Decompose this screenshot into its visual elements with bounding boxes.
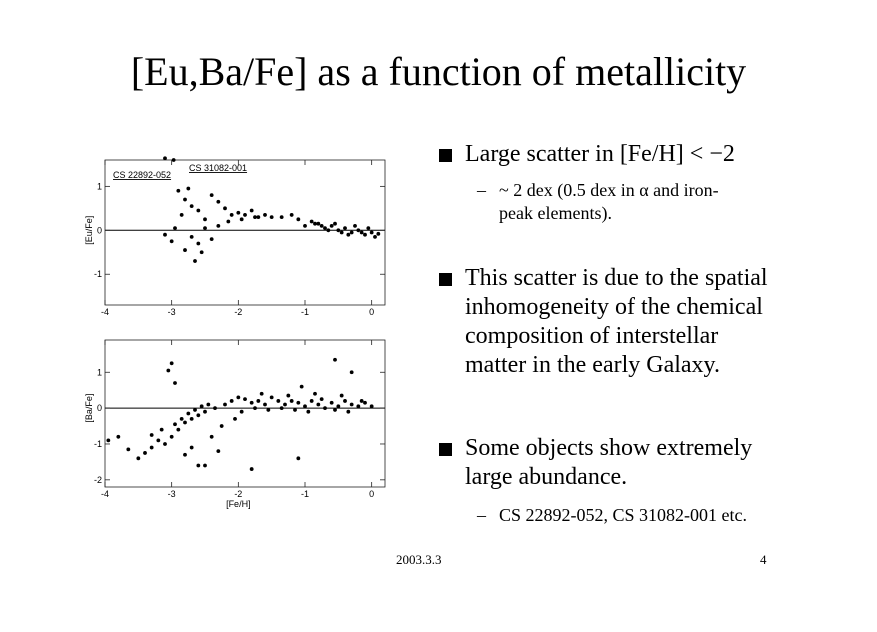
slide-title: [Eu,Ba/Fe] as a function of metallicity — [130, 49, 747, 94]
data-point — [240, 217, 244, 221]
data-point — [200, 250, 204, 254]
annotation-label: CS 31082-001 — [189, 163, 248, 173]
dash-icon: – — [477, 505, 486, 525]
data-point — [256, 399, 260, 403]
sub-bullet-line: peak elements). — [499, 203, 612, 223]
data-point — [126, 447, 130, 451]
data-point — [163, 156, 167, 160]
data-point — [303, 404, 307, 408]
data-point — [166, 369, 170, 373]
square-bullet-icon — [439, 273, 452, 286]
x-axis-label: [Fe/H] — [226, 499, 251, 509]
data-point — [303, 224, 307, 228]
data-point — [266, 408, 270, 412]
data-point — [150, 433, 154, 437]
data-point — [170, 239, 174, 243]
bullet-line: composition of interstellar — [465, 323, 719, 349]
data-point — [326, 228, 330, 232]
data-point — [233, 417, 237, 421]
data-point — [350, 370, 354, 374]
data-point — [243, 397, 247, 401]
data-point — [173, 226, 177, 230]
bullet-text — [465, 264, 845, 380]
x-tick-label: -1 — [300, 489, 310, 499]
data-point — [346, 233, 350, 237]
data-point — [193, 408, 197, 412]
data-point — [370, 404, 374, 408]
sub-bullet-text — [499, 179, 819, 225]
data-point — [216, 449, 220, 453]
data-point — [176, 189, 180, 193]
data-point — [250, 209, 254, 213]
data-point — [236, 395, 240, 399]
data-point — [350, 231, 354, 235]
data-point — [376, 232, 380, 236]
data-point — [160, 428, 164, 432]
data-point — [223, 403, 227, 407]
data-point — [290, 399, 294, 403]
data-point — [276, 399, 280, 403]
data-point — [340, 394, 344, 398]
data-point — [263, 213, 267, 217]
data-point — [136, 456, 140, 460]
page-number: 4 — [760, 552, 767, 567]
data-point — [240, 410, 244, 414]
data-point — [333, 358, 337, 362]
data-point — [173, 422, 177, 426]
x-tick-label: -2 — [234, 307, 243, 317]
data-point — [243, 213, 247, 217]
data-point — [363, 233, 367, 237]
ba-fe-scatter-plot — [85, 335, 405, 510]
data-point — [373, 235, 377, 239]
data-point — [253, 215, 257, 219]
data-point — [260, 392, 264, 396]
data-point — [280, 215, 284, 219]
data-point — [323, 226, 327, 230]
data-point — [330, 224, 334, 228]
data-point — [270, 395, 274, 399]
data-point — [350, 403, 354, 407]
data-point — [163, 233, 167, 237]
data-point — [196, 242, 200, 246]
data-point — [256, 215, 260, 219]
data-point — [333, 408, 337, 412]
y-axis-label: [Eu/Fe] — [84, 215, 94, 245]
data-point — [190, 235, 194, 239]
footer-date: 2003.3.3 — [396, 552, 442, 567]
data-point — [173, 381, 177, 385]
data-point — [343, 399, 347, 403]
data-point — [286, 394, 290, 398]
data-point — [366, 226, 370, 230]
data-point — [283, 403, 287, 407]
data-point — [316, 403, 320, 407]
data-point — [213, 406, 217, 410]
x-tick-label: -4 — [100, 489, 110, 499]
data-point — [296, 401, 300, 405]
data-point — [310, 220, 314, 224]
data-point — [250, 467, 254, 471]
y-tick-label: 1 — [96, 367, 102, 378]
scatter-plot-svg — [85, 155, 405, 330]
data-point — [150, 446, 154, 450]
eu-fe-scatter-plot — [85, 155, 405, 330]
x-tick-label: -2 — [234, 489, 243, 499]
data-point — [323, 406, 327, 410]
data-point — [116, 435, 120, 439]
data-point — [263, 403, 267, 407]
data-point — [216, 224, 220, 228]
y-tick-label: 0 — [96, 225, 102, 236]
data-point — [196, 464, 200, 468]
x-tick-label: 0 — [369, 489, 375, 499]
data-point — [183, 453, 187, 457]
data-point — [356, 404, 360, 408]
annotation-label: CS 22892-052 — [113, 170, 172, 180]
data-point — [316, 222, 320, 226]
data-point — [163, 442, 167, 446]
y-tick-label: 1 — [96, 181, 102, 192]
data-point — [353, 224, 357, 228]
data-point — [203, 464, 207, 468]
data-point — [183, 198, 187, 202]
data-point — [333, 222, 337, 226]
data-point — [203, 410, 207, 414]
data-point — [320, 224, 324, 228]
data-point — [360, 231, 364, 235]
data-point — [203, 226, 207, 230]
data-point — [230, 399, 234, 403]
data-point — [176, 428, 180, 432]
data-point — [356, 228, 360, 232]
scatter-plot-svg — [85, 335, 405, 510]
data-point — [106, 438, 110, 442]
data-point — [183, 248, 187, 252]
data-point — [186, 412, 190, 416]
data-point — [370, 231, 374, 235]
bullet-text: Large scatter in [Fe/H] < −2 — [465, 141, 735, 167]
data-point — [196, 413, 200, 417]
data-point — [172, 158, 176, 162]
y-tick-label: -1 — [93, 269, 102, 280]
bullet-line: large abundance. — [465, 464, 628, 490]
data-point — [346, 410, 350, 414]
bullet-line: This scatter is due to the spatial — [465, 265, 768, 291]
data-point — [280, 406, 284, 410]
y-axis-label: [Ba/Fe] — [84, 393, 94, 423]
bullet-line: Some objects show extremely — [465, 435, 753, 461]
data-point — [170, 435, 174, 439]
dash-icon: – — [477, 180, 486, 200]
sub-bullet-line: ~ 2 dex (0.5 dex in α and iron- — [499, 180, 719, 200]
data-point — [220, 424, 224, 428]
data-point — [223, 206, 227, 210]
x-tick-label: -3 — [167, 307, 176, 317]
data-point — [226, 220, 230, 224]
bullet-line: matter in the early Galaxy. — [465, 352, 720, 378]
data-point — [340, 231, 344, 235]
data-point — [293, 408, 297, 412]
data-point — [236, 211, 240, 215]
data-point — [296, 456, 300, 460]
data-point — [170, 361, 174, 365]
data-point — [190, 204, 194, 208]
data-point — [343, 226, 347, 230]
plot-frame — [105, 340, 385, 487]
data-point — [210, 435, 214, 439]
data-point — [190, 446, 194, 450]
data-point — [183, 421, 187, 425]
square-bullet-icon — [439, 443, 452, 456]
data-point — [193, 259, 197, 263]
y-tick-label: 0 — [96, 403, 102, 414]
data-point — [306, 410, 310, 414]
data-point — [216, 200, 220, 204]
data-point — [186, 187, 190, 191]
data-point — [336, 404, 340, 408]
data-point — [180, 213, 184, 217]
bullet-line: inhomogeneity of the chemical — [465, 294, 763, 320]
data-point — [180, 417, 184, 421]
square-bullet-icon — [439, 149, 452, 162]
data-point — [206, 403, 210, 407]
data-point — [250, 401, 254, 405]
data-point — [210, 193, 214, 197]
x-tick-label: -4 — [100, 307, 110, 317]
data-point — [363, 401, 367, 405]
data-point — [143, 451, 147, 455]
data-point — [210, 237, 214, 241]
x-tick-label: -3 — [167, 489, 176, 499]
bullet-text — [465, 434, 845, 492]
data-point — [310, 399, 314, 403]
data-point — [320, 397, 324, 401]
x-tick-label: 0 — [369, 307, 375, 317]
data-point — [196, 209, 200, 213]
data-point — [203, 217, 207, 221]
x-tick-label: -1 — [300, 307, 310, 317]
data-point — [190, 417, 194, 421]
data-point — [313, 222, 317, 226]
data-point — [290, 213, 294, 217]
sub-bullet-text: CS 22892-052, CS 31082-001 etc. — [499, 505, 748, 525]
data-point — [230, 213, 234, 217]
y-tick-label: -2 — [93, 474, 102, 485]
data-point — [270, 215, 274, 219]
data-point — [336, 228, 340, 232]
data-point — [300, 385, 304, 389]
data-point — [360, 399, 364, 403]
data-point — [156, 438, 160, 442]
y-tick-label: -1 — [93, 438, 102, 449]
data-point — [296, 217, 300, 221]
data-point — [313, 392, 317, 396]
data-point — [200, 404, 204, 408]
data-point — [253, 406, 257, 410]
data-point — [330, 401, 334, 405]
